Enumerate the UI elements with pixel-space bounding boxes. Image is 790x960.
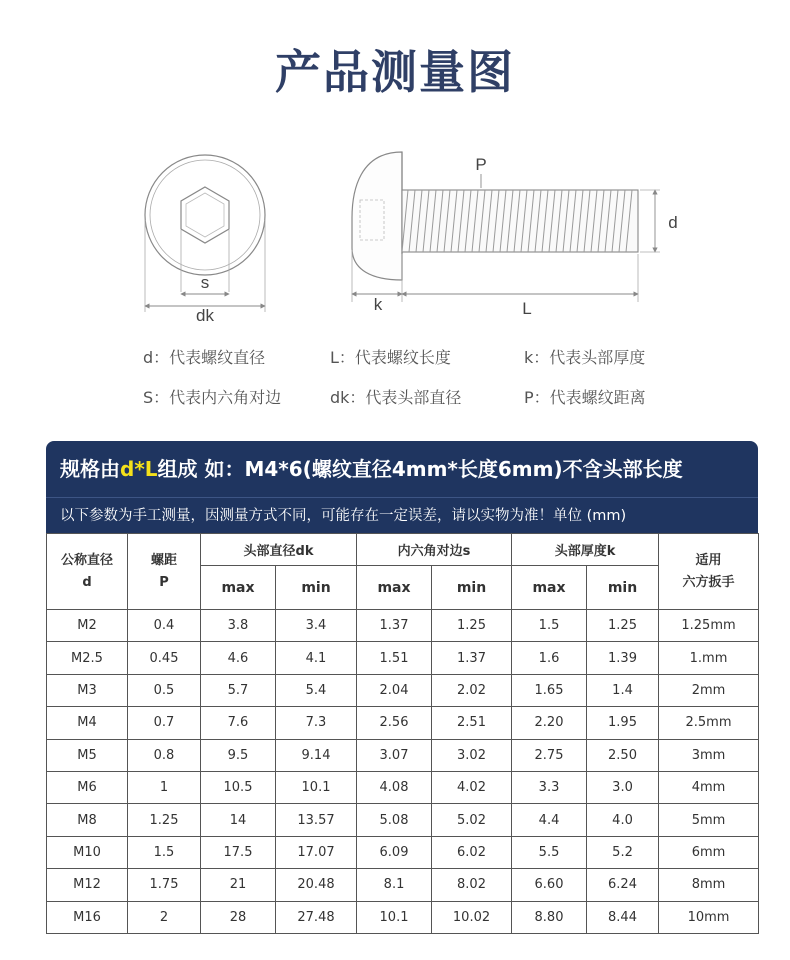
- cell-wrench: 5mm: [659, 804, 759, 836]
- table-row: [47, 707, 759, 739]
- label-l: L: [522, 299, 532, 318]
- cell-dk-max: 10.5: [201, 771, 276, 803]
- cell-dk-min: 27.48: [276, 901, 357, 933]
- cell-s-max: 8.1: [357, 869, 432, 901]
- cell-k-max: 2.20: [512, 707, 587, 739]
- cell-pitch: 0.8: [128, 739, 201, 771]
- cell-dk-min: 13.57: [276, 804, 357, 836]
- cell-dk-max: 9.5: [201, 739, 276, 771]
- header-head-diameter: 头部直径dk: [201, 534, 357, 566]
- cell-wrench: 4mm: [659, 771, 759, 803]
- cell-dk-max: 28: [201, 901, 276, 933]
- cell-s-max: 2.56: [357, 707, 432, 739]
- cell-wrench: 1.mm: [659, 642, 759, 674]
- table-row: [47, 901, 759, 933]
- cell-k-max: 3.3: [512, 771, 587, 803]
- screw-side-view: [352, 152, 660, 302]
- legend-item-d: d：代表螺纹直径: [143, 348, 266, 367]
- table-row: [47, 642, 759, 674]
- legend-item-p: P：代表螺纹距离: [524, 388, 646, 407]
- header-k-min: min: [587, 566, 659, 610]
- label-d: d: [668, 213, 678, 232]
- cell-size: M12: [47, 869, 128, 901]
- cell-s-min: 8.02: [432, 869, 512, 901]
- cell-k-max: 8.80: [512, 901, 587, 933]
- header-pitch: [128, 534, 201, 610]
- cell-pitch: 0.7: [128, 707, 201, 739]
- cell-s-max: 4.08: [357, 771, 432, 803]
- cell-s-min: 3.02: [432, 739, 512, 771]
- cell-wrench: 2.5mm: [659, 707, 759, 739]
- table-row: [47, 610, 759, 642]
- cell-size: M2: [47, 610, 128, 642]
- cell-dk-max: 14: [201, 804, 276, 836]
- cell-pitch: 2: [128, 901, 201, 933]
- table-row: [47, 771, 759, 803]
- label-p: P: [475, 155, 487, 174]
- cell-size: M5: [47, 739, 128, 771]
- header-pitch-symbol: P: [159, 574, 169, 590]
- legend-item-s: S：代表内六角对边: [143, 388, 282, 407]
- legend-row: [143, 380, 703, 420]
- cell-wrench: 10mm: [659, 901, 759, 933]
- cell-dk-min: 7.3: [276, 707, 357, 739]
- cell-size: M2.5: [47, 642, 128, 674]
- cell-s-max: 2.04: [357, 674, 432, 706]
- cell-pitch: 0.4: [128, 610, 201, 642]
- cell-k-max: 1.6: [512, 642, 587, 674]
- cell-s-max: 10.1: [357, 901, 432, 933]
- header-nominal: [47, 534, 128, 610]
- cell-size: M6: [47, 771, 128, 803]
- cell-s-min: 2.51: [432, 707, 512, 739]
- cell-s-min: 4.02: [432, 771, 512, 803]
- cell-dk-min: 10.1: [276, 771, 357, 803]
- cell-s-min: 5.02: [432, 804, 512, 836]
- cell-wrench: 6mm: [659, 836, 759, 868]
- header-dk-min: min: [276, 566, 357, 610]
- spec-note: 以下参数为手工测量，因测量方式不同，可能存在一定误差，请以实物为准！单位 (mm): [46, 497, 758, 533]
- spec-banner: [46, 441, 758, 497]
- cell-wrench: 8mm: [659, 869, 759, 901]
- cell-dk-max: 7.6: [201, 707, 276, 739]
- table-row: [47, 869, 759, 901]
- cell-wrench: 1.25mm: [659, 610, 759, 642]
- cell-size: M3: [47, 674, 128, 706]
- cell-dk-max: 21: [201, 869, 276, 901]
- cell-k-max: 5.5: [512, 836, 587, 868]
- legend-item-k: k：代表头部厚度: [524, 348, 646, 367]
- cell-k-min: 1.25: [587, 610, 659, 642]
- cell-s-min: 6.02: [432, 836, 512, 868]
- cell-size: M4: [47, 707, 128, 739]
- spec-header: [46, 441, 758, 533]
- cell-dk-min: 3.4: [276, 610, 357, 642]
- cell-k-max: 6.60: [512, 869, 587, 901]
- table-row: [47, 804, 759, 836]
- cell-wrench: 2mm: [659, 674, 759, 706]
- label-s: s: [200, 273, 210, 292]
- legend-row: [143, 340, 703, 380]
- cell-k-min: 1.39: [587, 642, 659, 674]
- cell-s-max: 6.09: [357, 836, 432, 868]
- header-s-max: max: [357, 566, 432, 610]
- label-k: k: [373, 295, 383, 314]
- cell-dk-min: 4.1: [276, 642, 357, 674]
- cell-k-max: 4.4: [512, 804, 587, 836]
- cell-dk-min: 9.14: [276, 739, 357, 771]
- cell-dk-min: 17.07: [276, 836, 357, 868]
- cell-s-max: 1.37: [357, 610, 432, 642]
- header-nominal-label: 公称直径: [60, 552, 113, 568]
- cell-k-min: 3.0: [587, 771, 659, 803]
- cell-k-min: 6.24: [587, 869, 659, 901]
- cell-size: M8: [47, 804, 128, 836]
- screw-measurement-drawing: [0, 130, 790, 330]
- legend-item-dk: dk：代表头部直径: [330, 388, 462, 407]
- table-row: [47, 739, 759, 771]
- header-nominal-symbol: d: [82, 574, 92, 590]
- cell-k-min: 2.50: [587, 739, 659, 771]
- symbol-legend: [143, 340, 703, 420]
- cell-size: M10: [47, 836, 128, 868]
- cell-k-min: 4.0: [587, 804, 659, 836]
- cell-s-max: 3.07: [357, 739, 432, 771]
- spec-table-body: [47, 610, 759, 934]
- cell-s-min: 1.37: [432, 642, 512, 674]
- cell-s-min: 1.25: [432, 610, 512, 642]
- cell-s-max: 1.51: [357, 642, 432, 674]
- header-head-thickness: 头部厚度k: [512, 534, 659, 566]
- cell-k-max: 1.5: [512, 610, 587, 642]
- cell-dk-max: 17.5: [201, 836, 276, 868]
- cell-k-min: 1.4: [587, 674, 659, 706]
- cell-k-max: 1.65: [512, 674, 587, 706]
- cell-s-max: 5.08: [357, 804, 432, 836]
- hex-socket-icon: [181, 187, 229, 243]
- header-pitch-label: 螺距: [150, 552, 177, 568]
- cell-pitch: 1.5: [128, 836, 201, 868]
- page-title: 产品测量图: [275, 45, 515, 99]
- header-wrench-line2: 六方扳手: [682, 574, 735, 590]
- table-row: [47, 836, 759, 868]
- legend-item-l: L：代表螺纹长度: [330, 348, 451, 367]
- header-hex-socket: 内六角对边s: [357, 534, 512, 566]
- cell-k-max: 2.75: [512, 739, 587, 771]
- table-row: [47, 674, 759, 706]
- cell-s-min: 2.02: [432, 674, 512, 706]
- cell-wrench: 3mm: [659, 739, 759, 771]
- spec-table: [46, 533, 759, 934]
- cell-pitch: 0.5: [128, 674, 201, 706]
- banner-prefix: 规格由: [60, 457, 120, 481]
- cell-size: M16: [47, 901, 128, 933]
- cell-pitch: 1.25: [128, 804, 201, 836]
- cell-pitch: 1.75: [128, 869, 201, 901]
- cell-k-min: 8.44: [587, 901, 659, 933]
- cell-dk-max: 5.7: [201, 674, 276, 706]
- label-dk: dk: [196, 306, 214, 325]
- cell-dk-min: 5.4: [276, 674, 357, 706]
- cell-s-min: 10.02: [432, 901, 512, 933]
- cell-pitch: 0.45: [128, 642, 201, 674]
- header-wrench-line1: 适用: [695, 552, 722, 568]
- cell-dk-min: 20.48: [276, 869, 357, 901]
- banner-highlight: d*L: [120, 457, 158, 481]
- header-k-max: max: [512, 566, 587, 610]
- header-s-min: min: [432, 566, 512, 610]
- cell-k-min: 1.95: [587, 707, 659, 739]
- header-wrench: [659, 534, 759, 610]
- cell-pitch: 1: [128, 771, 201, 803]
- header-dk-max: max: [201, 566, 276, 610]
- cell-dk-max: 4.6: [201, 642, 276, 674]
- banner-suffix: 组成 如：M4*6(螺纹直径4mm*长度6mm)不含头部长度: [157, 457, 683, 481]
- cell-dk-max: 3.8: [201, 610, 276, 642]
- cell-k-min: 5.2: [587, 836, 659, 868]
